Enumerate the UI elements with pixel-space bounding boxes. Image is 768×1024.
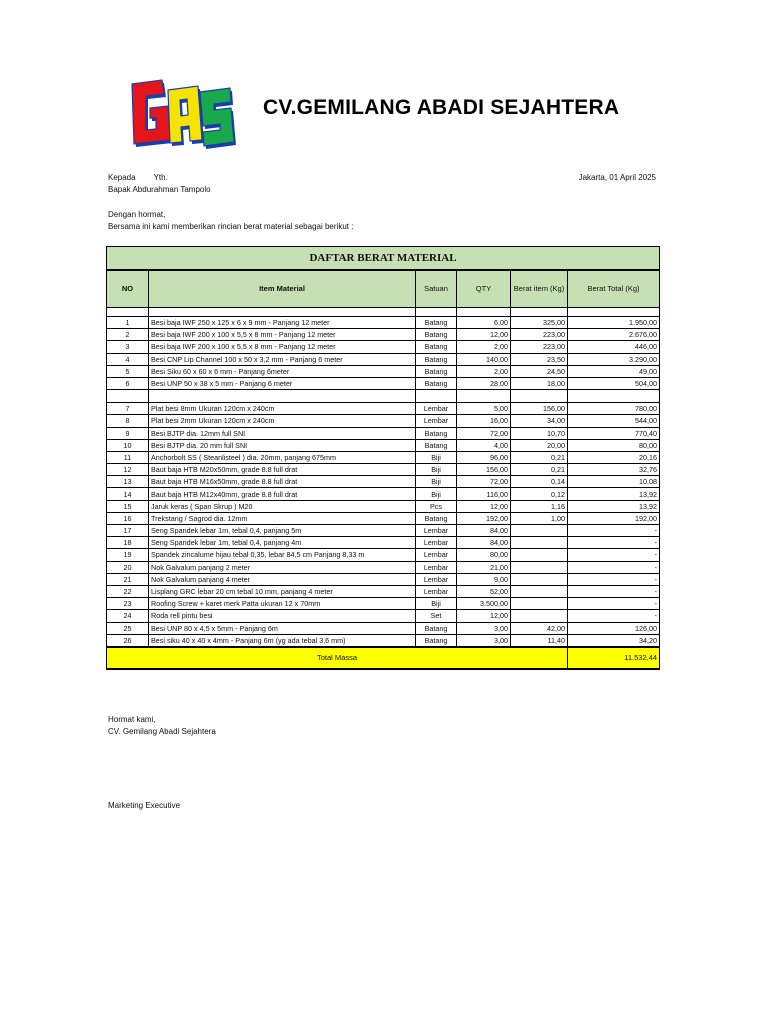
cell-no: 4 — [107, 353, 149, 365]
cell-qty: 4,00 — [457, 439, 511, 451]
table-body — [107, 308, 660, 669]
table-row — [107, 329, 660, 341]
cell-item: Lisplang GRC lebar 20 cm tebal 10 mm, panjang 4 meter — [149, 585, 416, 597]
intro-text: Bersama ini kami memberikan rincian berat material sebagai berikut : — [108, 222, 354, 231]
cell-item: Besi BJTP dia. 12mm full SNI — [149, 427, 416, 439]
cell-berat-total: 49,00 — [568, 365, 660, 377]
empty-cell — [107, 308, 149, 317]
cell-berat-item — [511, 598, 568, 610]
cell-satuan: Batang — [416, 427, 457, 439]
col-header-qty: QTY — [457, 270, 511, 308]
cell-berat-item: 34,00 — [511, 415, 568, 427]
cell-no: 19 — [107, 549, 149, 561]
cell-berat-item: 0,14 — [511, 476, 568, 488]
cell-berat-total: - — [568, 549, 660, 561]
cell-berat-total: 80,00 — [568, 439, 660, 451]
cell-qty: 16,00 — [457, 415, 511, 427]
cell-berat-item: 156,00 — [511, 403, 568, 415]
empty-cell — [457, 390, 511, 403]
cell-qty: 3,00 — [457, 622, 511, 634]
cell-item: Besi baja IWF 200 x 100 x 5,5 x 8 mm - Panjang 12 meter — [149, 329, 416, 341]
cell-qty: 12,00 — [457, 329, 511, 341]
table-row — [107, 585, 660, 597]
cell-berat-item: 1,16 — [511, 500, 568, 512]
cell-berat-total: - — [568, 573, 660, 585]
cell-berat-item: 0,12 — [511, 488, 568, 500]
cell-qty: 72,00 — [457, 476, 511, 488]
cell-berat-item — [511, 561, 568, 573]
cell-item: Plat besi 8mm Ukuran 120cm x 240cm — [149, 403, 416, 415]
table-row — [107, 377, 660, 389]
cell-item: Trekstang / Sagrod dia. 12mm — [149, 512, 416, 524]
kepada-label: Kepada — [108, 173, 136, 182]
cell-item: Baut baja HTB M16x50mm, grade 8.8 full drat — [149, 476, 416, 488]
cell-satuan: Biji — [416, 488, 457, 500]
table-row — [107, 634, 660, 647]
cell-berat-total: 446,00 — [568, 341, 660, 353]
cell-berat-total: - — [568, 598, 660, 610]
cell-no: 6 — [107, 377, 149, 389]
table-row — [107, 464, 660, 476]
closing-regards: Hormat kami, — [108, 715, 156, 724]
table-row — [107, 353, 660, 365]
cell-satuan: Batang — [416, 341, 457, 353]
cell-item: Besi UNP 50 x 38 x 5 mm - Panjang 6 meter — [149, 377, 416, 389]
cell-berat-item — [511, 537, 568, 549]
empty-cell — [416, 390, 457, 403]
cell-no: 16 — [107, 512, 149, 524]
table-row — [107, 427, 660, 439]
cell-no: 23 — [107, 598, 149, 610]
table-row — [107, 476, 660, 488]
cell-berat-item: 1,00 — [511, 512, 568, 524]
cell-berat-total: 13,92 — [568, 500, 660, 512]
cell-berat-total: - — [568, 525, 660, 537]
table-row — [107, 622, 660, 634]
col-header-item: Item Material — [149, 270, 416, 308]
spacer-row — [107, 390, 660, 403]
empty-cell — [107, 390, 149, 403]
cell-satuan: Biji — [416, 476, 457, 488]
cell-berat-item: 23,50 — [511, 353, 568, 365]
table-row — [107, 512, 660, 524]
cell-berat-item — [511, 585, 568, 597]
cell-berat-total: 504,00 — [568, 377, 660, 389]
table-title: DAFTAR BERAT MATERIAL — [107, 247, 660, 271]
table-row — [107, 365, 660, 377]
cell-berat-total: - — [568, 537, 660, 549]
cell-satuan: Lembar — [416, 549, 457, 561]
cell-berat-total: 13,92 — [568, 488, 660, 500]
closing-company: CV. Gemilang Abadi Sejahtera — [108, 727, 216, 736]
cell-item: Roofing Screw + karet merk Patta ukuran 12 x 70mm — [149, 598, 416, 610]
cell-item: Besi Siku 60 x 60 x 6 mm - Panjang 6meter — [149, 365, 416, 377]
cell-item: Besi CNP Lip Channel 100 x 50 x 3,2 mm - Panjang 6 meter — [149, 353, 416, 365]
cell-berat-item: 0,21 — [511, 464, 568, 476]
cell-satuan: Set — [416, 610, 457, 622]
cell-berat-total: 3.290,00 — [568, 353, 660, 365]
cell-berat-total: - — [568, 561, 660, 573]
cell-qty: 12,00 — [457, 610, 511, 622]
empty-cell — [568, 390, 660, 403]
cell-qty: 84,00 — [457, 525, 511, 537]
cell-berat-item — [511, 525, 568, 537]
empty-cell — [149, 308, 416, 317]
logo-letter-g — [132, 80, 172, 147]
cell-satuan: Biji — [416, 598, 457, 610]
cell-satuan: Batang — [416, 317, 457, 329]
cell-qty: 2,00 — [457, 365, 511, 377]
cell-satuan: Batang — [416, 377, 457, 389]
cell-berat-total: 192,00 — [568, 512, 660, 524]
yth-label: Yth. — [153, 173, 168, 182]
cell-no: 8 — [107, 415, 149, 427]
cell-berat-item: 0,21 — [511, 451, 568, 463]
cell-qty: 6,00 — [457, 317, 511, 329]
empty-cell — [457, 308, 511, 317]
cell-no: 22 — [107, 585, 149, 597]
greeting: Dengan hormat, — [108, 210, 166, 219]
cell-satuan: Lembar — [416, 525, 457, 537]
cell-berat-item: 20,00 — [511, 439, 568, 451]
gas-logo-graphic — [128, 78, 238, 150]
table-row — [107, 561, 660, 573]
cell-no: 13 — [107, 476, 149, 488]
cell-no: 5 — [107, 365, 149, 377]
cell-no: 24 — [107, 610, 149, 622]
cell-satuan: Biji — [416, 451, 457, 463]
empty-cell — [568, 308, 660, 317]
cell-satuan: Lembar — [416, 403, 457, 415]
cell-qty: 80,00 — [457, 549, 511, 561]
cell-qty: 12,00 — [457, 500, 511, 512]
cell-qty: 96,00 — [457, 451, 511, 463]
cell-no: 25 — [107, 622, 149, 634]
cell-berat-total: - — [568, 585, 660, 597]
cell-satuan: Batang — [416, 365, 457, 377]
cell-no: 11 — [107, 451, 149, 463]
cell-item: Baut baja HTB M12x40mm, grade 8.8 full drat — [149, 488, 416, 500]
cell-berat-total: 770,40 — [568, 427, 660, 439]
cell-berat-item: 18,00 — [511, 377, 568, 389]
cell-qty: 9,00 — [457, 573, 511, 585]
cell-no: 17 — [107, 525, 149, 537]
table-row — [107, 341, 660, 353]
cell-no: 7 — [107, 403, 149, 415]
cell-qty: 72,00 — [457, 427, 511, 439]
cell-berat-item — [511, 549, 568, 561]
cell-satuan: Batang — [416, 353, 457, 365]
cell-no: 10 — [107, 439, 149, 451]
cell-qty: 21,00 — [457, 561, 511, 573]
table-row — [107, 610, 660, 622]
cell-no: 26 — [107, 634, 149, 647]
cell-satuan: Lembar — [416, 415, 457, 427]
cell-berat-item: 325,00 — [511, 317, 568, 329]
cell-no: 18 — [107, 537, 149, 549]
col-header-berat-total: Berat Total (Kg) — [568, 270, 660, 308]
empty-cell — [149, 390, 416, 403]
table-row — [107, 549, 660, 561]
cell-no: 12 — [107, 464, 149, 476]
cell-satuan: Batang — [416, 439, 457, 451]
cell-berat-item — [511, 610, 568, 622]
empty-cell — [511, 308, 568, 317]
cell-satuan: Lembar — [416, 537, 457, 549]
cell-satuan: Lembar — [416, 573, 457, 585]
letter-date: Jakarta, 01 April 2025 — [578, 173, 656, 182]
cell-item: Besi baja IWF 200 x 100 x 5,5 x 8 mm - Panjang 12 meter — [149, 341, 416, 353]
cell-berat-item: 11,40 — [511, 634, 568, 647]
table-row — [107, 451, 660, 463]
cell-satuan: Biji — [416, 464, 457, 476]
cell-item: Jaruk keras ( Span Skrup ) M20 — [149, 500, 416, 512]
cell-berat-item: 223,00 — [511, 329, 568, 341]
table-row — [107, 317, 660, 329]
table-row — [107, 415, 660, 427]
cell-item: Nok Galvalum panjang 4 meter — [149, 573, 416, 585]
cell-qty: 52,00 — [457, 585, 511, 597]
cell-qty: 3.500,00 — [457, 598, 511, 610]
cell-item: Plat besi 2mm Ukuran 120cm x 240cm — [149, 415, 416, 427]
logo-letter-a — [168, 86, 204, 146]
table-row — [107, 403, 660, 415]
cell-satuan: Batang — [416, 329, 457, 341]
cell-satuan: Lembar — [416, 585, 457, 597]
cell-no: 9 — [107, 427, 149, 439]
cell-item: Spandek zincalume hijau tebal 0,35, lebar 84,5 cm Panjang 8,33 m — [149, 549, 416, 561]
company-logo — [128, 78, 238, 150]
table-row — [107, 500, 660, 512]
cell-qty: 2,00 — [457, 341, 511, 353]
logo-letter-s — [200, 88, 236, 149]
cell-satuan: Batang — [416, 622, 457, 634]
cell-item: Baut baja HTB M20x50mm, grade 8.8 full drat — [149, 464, 416, 476]
table-row — [107, 439, 660, 451]
cell-berat-total: - — [568, 610, 660, 622]
company-name: CV.GEMILANG ABADI SEJAHTERA — [263, 96, 620, 119]
material-weight-table — [106, 246, 660, 670]
cell-berat-total: 126,00 — [568, 622, 660, 634]
addressee-line — [108, 172, 168, 184]
cell-berat-total: 780,00 — [568, 403, 660, 415]
cell-qty: 156,00 — [457, 464, 511, 476]
cell-berat-total: 1.950,00 — [568, 317, 660, 329]
spacer-row — [107, 308, 660, 317]
table-row — [107, 537, 660, 549]
cell-item: Besi BJTP dia. 20 mm full SNI — [149, 439, 416, 451]
cell-satuan: Lembar — [416, 561, 457, 573]
cell-item: Roda rell pintu besi — [149, 610, 416, 622]
total-row — [107, 647, 660, 669]
cell-berat-total: 2.676,00 — [568, 329, 660, 341]
cell-qty: 28,00 — [457, 377, 511, 389]
cell-no: 1 — [107, 317, 149, 329]
cell-no: 21 — [107, 573, 149, 585]
cell-item: Seng Spandek lebar 1m, tebal 0,4, panjang 4m — [149, 537, 416, 549]
signature-title: Marketing Executive — [108, 801, 181, 810]
recipient-name: Bapak Abdurahman Tampolo — [108, 185, 211, 194]
cell-berat-total: 544,00 — [568, 415, 660, 427]
cell-satuan: Batang — [416, 634, 457, 647]
cell-berat-total: 10,08 — [568, 476, 660, 488]
empty-cell — [416, 308, 457, 317]
col-header-no: NO — [107, 270, 149, 308]
cell-item: Nok Galvalum panjang 2 meter — [149, 561, 416, 573]
cell-berat-item: 10,70 — [511, 427, 568, 439]
cell-satuan: Batang — [416, 512, 457, 524]
cell-qty: 116,00 — [457, 488, 511, 500]
col-header-berat-item: Berat item (Kg) — [511, 270, 568, 308]
cell-item: Anchorbolt SS ( Steanlisteel ) dia. 20mm, panjang 675mm — [149, 451, 416, 463]
cell-satuan: Pcs — [416, 500, 457, 512]
cell-no: 14 — [107, 488, 149, 500]
cell-no: 3 — [107, 341, 149, 353]
cell-item: Besi UNP 80 x 4,5 x 5mm - Panjang 6m — [149, 622, 416, 634]
cell-item: Besi siku 40 x 40 x 4mm - Panjang 6m (yg ada tebal 3,6 mm) — [149, 634, 416, 647]
cell-item: Besi baja IWF 250 x 125 x 6 x 9 mm - Panjang 12 meter — [149, 317, 416, 329]
table-row — [107, 488, 660, 500]
total-label: Total Massa — [107, 647, 568, 669]
cell-berat-total: 20,16 — [568, 451, 660, 463]
cell-no: 20 — [107, 561, 149, 573]
table-row — [107, 573, 660, 585]
table-row — [107, 525, 660, 537]
cell-berat-item: 24,50 — [511, 365, 568, 377]
cell-berat-item: 223,00 — [511, 341, 568, 353]
cell-qty: 5,00 — [457, 403, 511, 415]
cell-no: 15 — [107, 500, 149, 512]
empty-cell — [511, 390, 568, 403]
total-value: 11.532,44 — [568, 647, 660, 669]
cell-berat-total: 32,76 — [568, 464, 660, 476]
cell-berat-item — [511, 573, 568, 585]
cell-no: 2 — [107, 329, 149, 341]
cell-item: Seng Spandek lebar 1m, tebal 0,4, panjang 5m — [149, 525, 416, 537]
cell-qty: 140,00 — [457, 353, 511, 365]
cell-berat-item: 42,00 — [511, 622, 568, 634]
cell-berat-total: 34,20 — [568, 634, 660, 647]
col-header-satuan: Satuan — [416, 270, 457, 308]
cell-qty: 192,00 — [457, 512, 511, 524]
cell-qty: 84,00 — [457, 537, 511, 549]
table-row — [107, 598, 660, 610]
cell-qty: 3,00 — [457, 634, 511, 647]
